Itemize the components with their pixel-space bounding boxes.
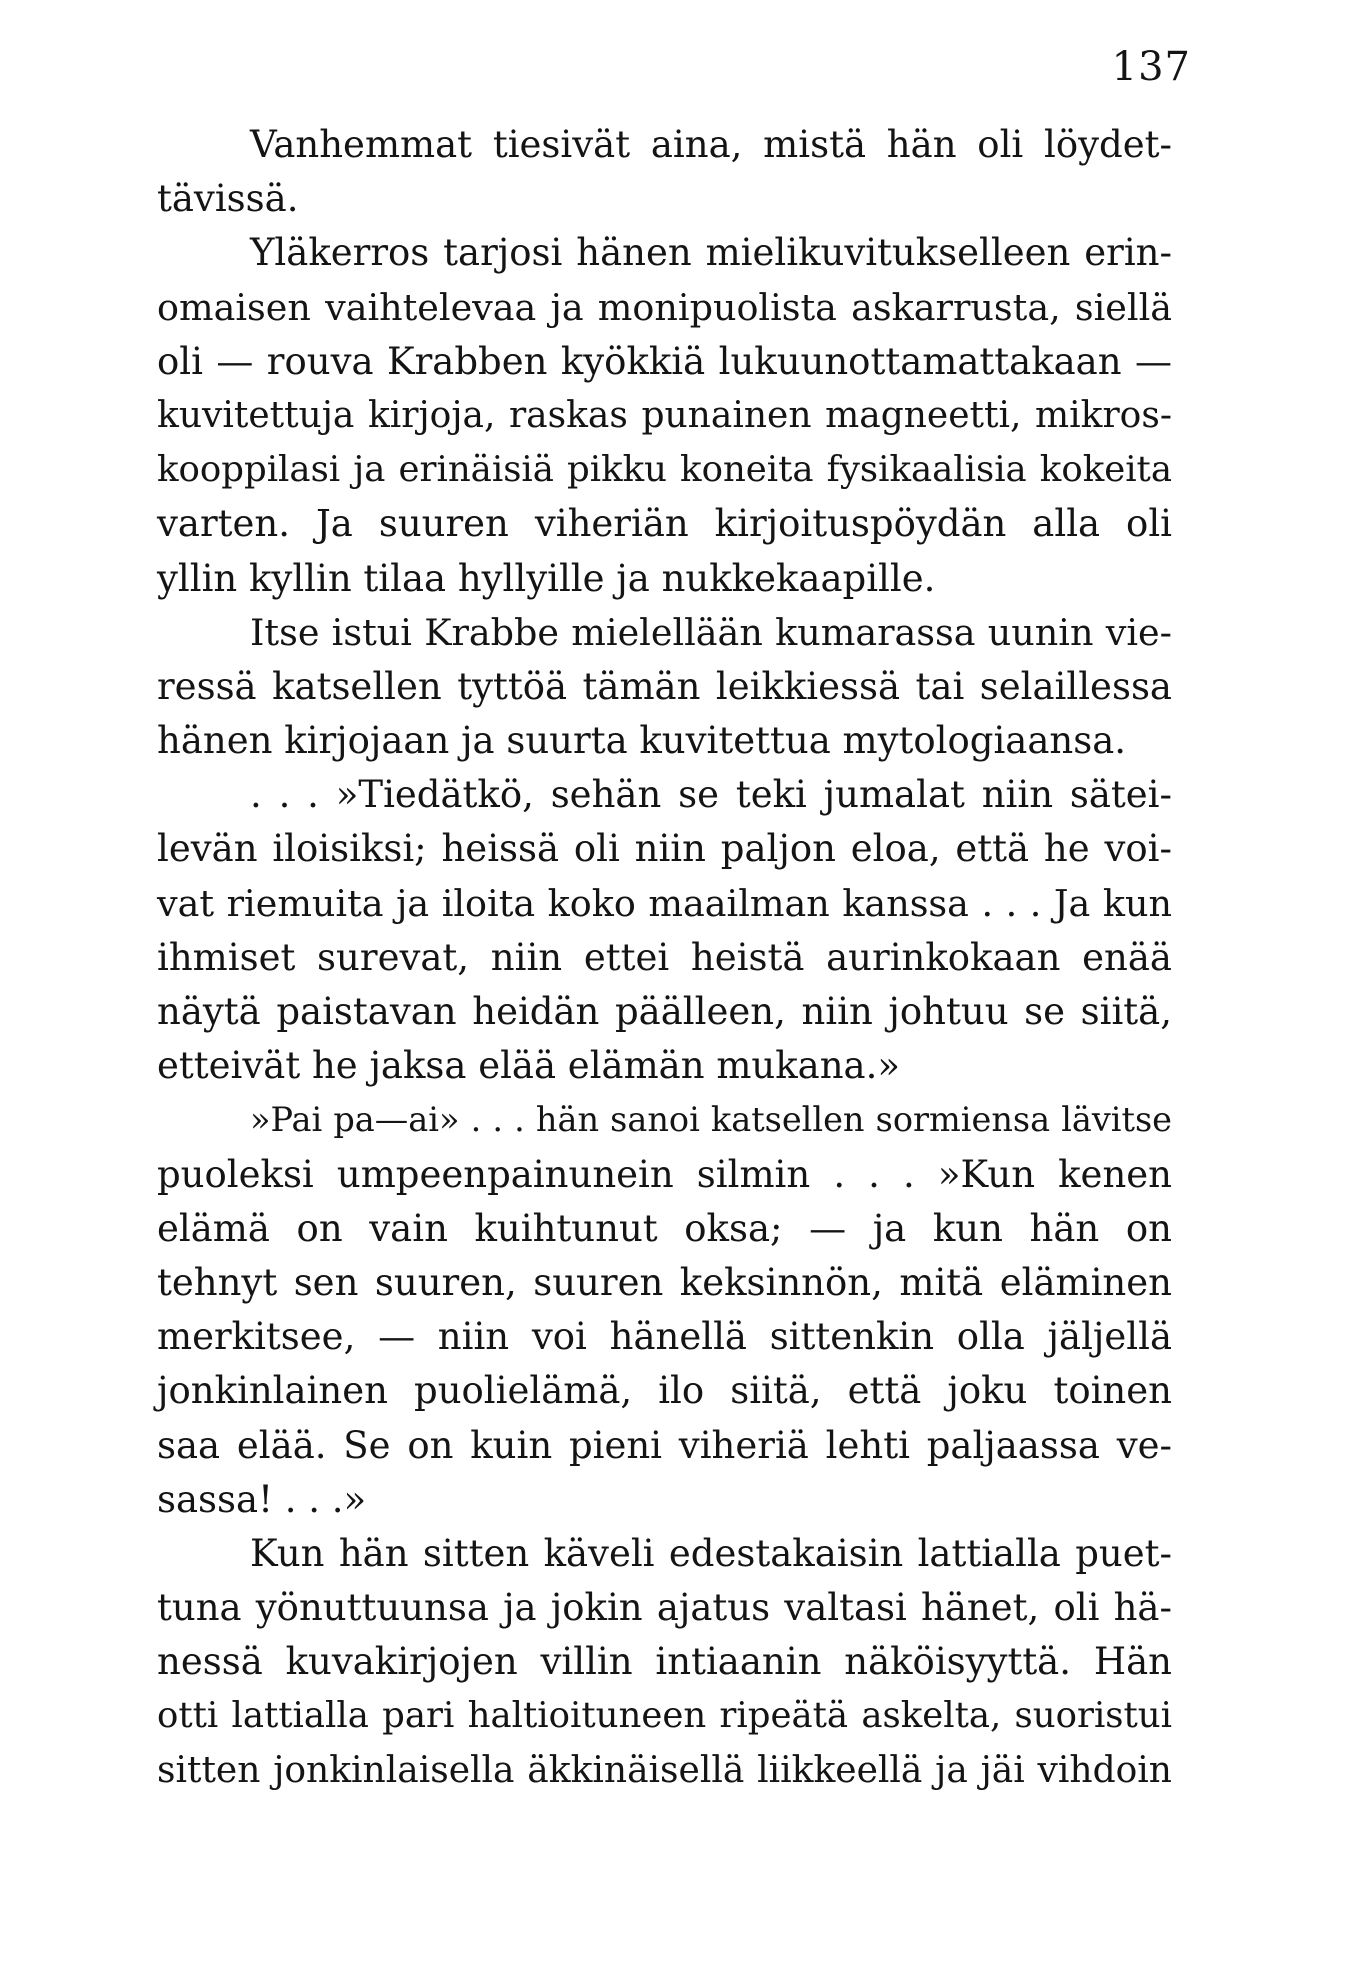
text-line: . . . »Tiedätkö, sehän se teki jumalat niin sätei- [250, 773, 1172, 817]
text-line: ressä katsellen tyttöä tämän leikkiessä tai selaillessa [157, 664, 1172, 708]
text-line: nessä kuvakirjojen villin intiaanin näköisyyttä. Hän [157, 1640, 1172, 1684]
text-line: otti lattialla pari haltioituneen ripeätä askelta, suoristui [157, 1695, 1172, 1737]
text-line: sassa! . . .» [157, 1477, 367, 1521]
text-line: puoleksi umpeenpainunein silmin . . . »Kun kenen [157, 1152, 1172, 1196]
text-line: varten. Ja suuren viheriän kirjoituspöydän alla oli [157, 502, 1172, 546]
text-line: jonkinlainen puolielämä, ilo siitä, että joku toinen [157, 1369, 1172, 1413]
text-line: tävissä. [157, 177, 299, 221]
body-text [157, 118, 1172, 1798]
text-line: hänen kirjojaan ja suurta kuvitettua mytologiaansa. [157, 719, 1127, 763]
text-line: ihmiset surevat, niin ettei heistä aurinkokaan enää [157, 935, 1172, 979]
text-line: oli — rouva Krabben kyökkiä lukuunottamattakaan — [157, 339, 1172, 383]
text-line: kuvitettuja kirjoja, raskas punainen magneetti, mikros- [157, 394, 1172, 436]
text-line: etteivät he jaksa elää elämän mukana.» [157, 1044, 901, 1088]
text-line: omaisen vaihtelevaa ja monipuolista askarrusta, siellä [157, 285, 1172, 329]
text-line: merkitsee, — niin voi hänellä sittenkin olla jäljellä [157, 1315, 1172, 1359]
text-line: Vanhemmat tiesivät aina, mistä hän oli löydet- [250, 123, 1172, 166]
text-line: vat riemuita ja iloita koko maailman kanssa . . . Ja kun [157, 881, 1172, 925]
text-line: saa elää. Se on kuin pieni viheriä lehti paljaassa ve- [157, 1423, 1172, 1467]
text-line: »Pai pa—ai» . . . hän sanoi katsellen sormiensa lävitse [250, 1100, 1172, 1140]
text-line: näytä paistavan heidän päälleen, niin johtuu se siitä, [157, 990, 1172, 1033]
text-line: tuna yönuttuunsa ja jokin ajatus valtasi hänet, oli hä- [157, 1586, 1172, 1630]
text-line: Kun hän sitten käveli edestakaisin lattialla puet- [250, 1531, 1172, 1575]
page-number: 137 [1111, 44, 1191, 90]
text-line: Yläkerros tarjosi hänen mielikuvitukselleen erin- [250, 231, 1172, 275]
text-line: kooppilasi ja erinäisiä pikku koneita fysikaalisia kokeita [157, 449, 1172, 491]
text-line: tehnyt sen suuren, suuren keksinnön, mitä eläminen [157, 1260, 1172, 1304]
text-line: yllin kyllin tilaa hyllyille ja nukkekaapille. [157, 556, 936, 600]
text-line: Itse istui Krabbe mielellään kumarassa uunin vie- [250, 610, 1172, 654]
text-line: sitten jonkinlaisella äkkinäisellä liikkeellä ja jäi vihdoin [157, 1749, 1172, 1791]
text-line: elämä on vain kuihtunut oksa; — ja kun hän on [157, 1206, 1172, 1250]
text-line: levän iloisiksi; heissä oli niin paljon eloa, että he voi- [157, 827, 1172, 871]
